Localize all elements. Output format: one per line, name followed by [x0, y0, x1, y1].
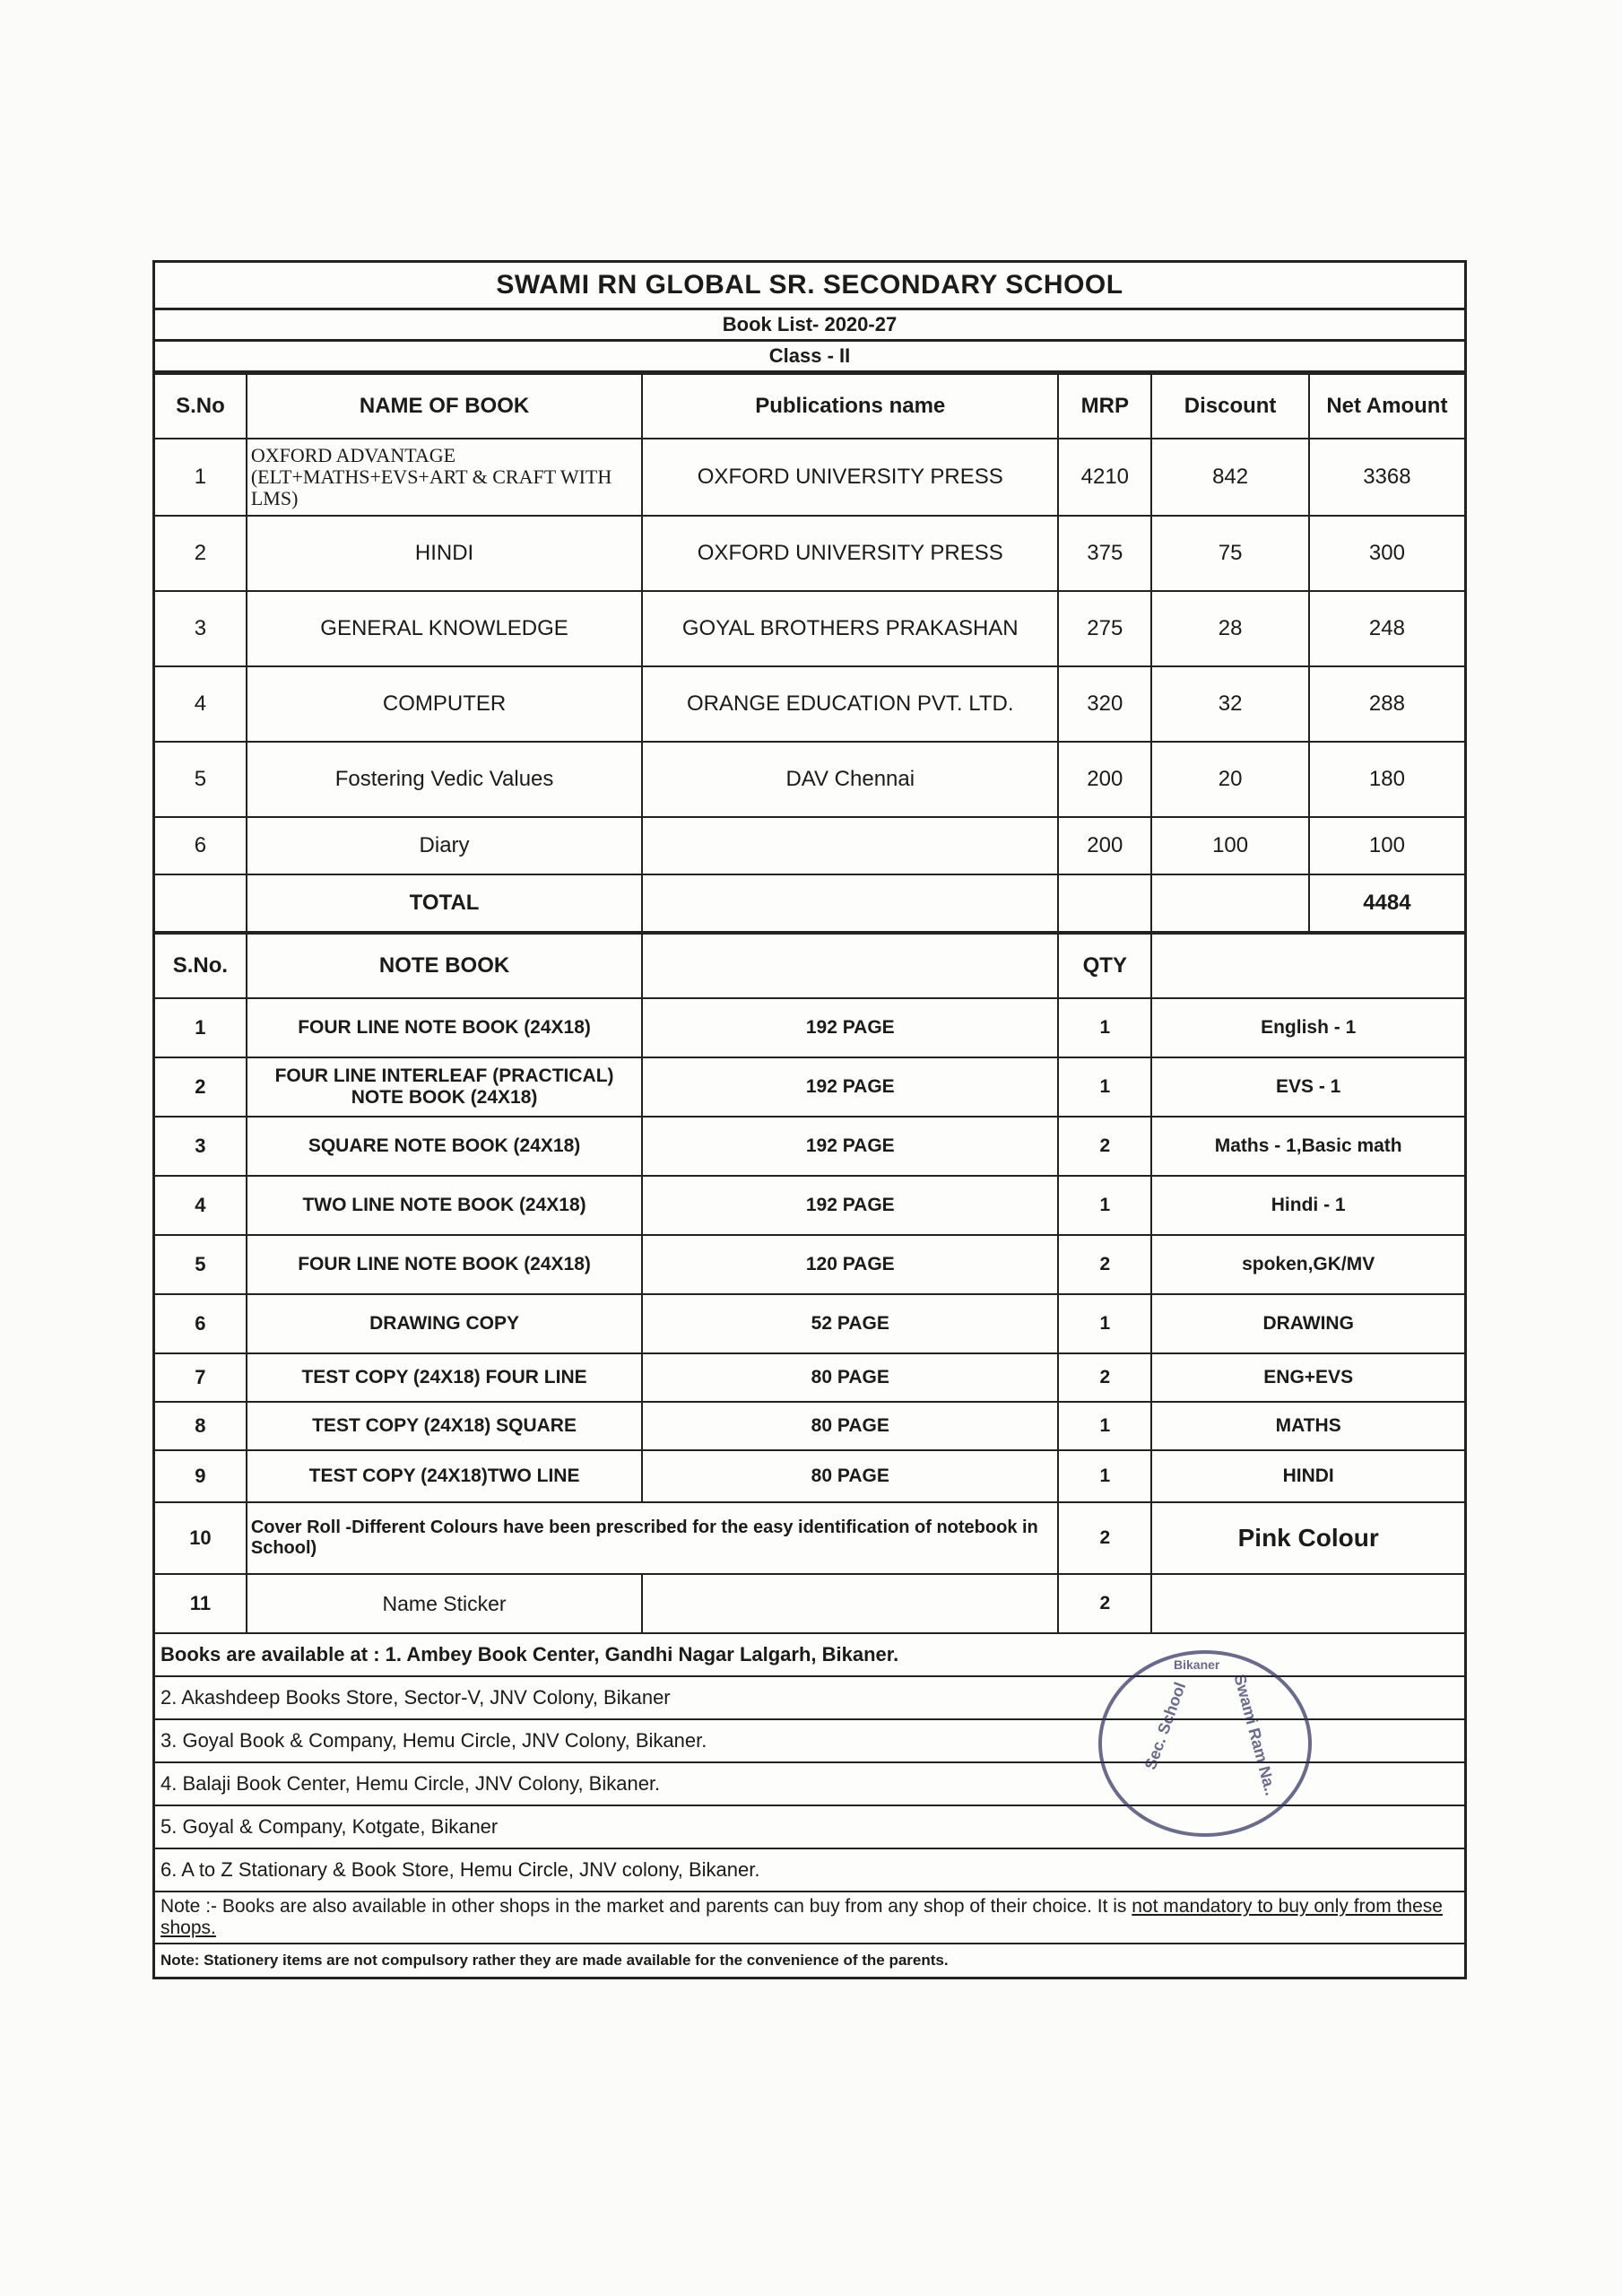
sno: 5 [155, 742, 247, 817]
sno: 6 [155, 817, 247, 874]
subject: ENG+EVS [1151, 1353, 1464, 1402]
stamp-text-left: Sec. School [1141, 1679, 1190, 1772]
sno: 8 [155, 1402, 247, 1450]
notebook-name: TWO LINE NOTE BOOK (24X18) [247, 1176, 642, 1235]
mrp: 200 [1058, 817, 1151, 874]
col-discount: Discount [1151, 374, 1308, 439]
pages: 192 PAGE [642, 1176, 1058, 1235]
qty: 2 [1058, 1235, 1151, 1294]
net-amount: 100 [1309, 817, 1464, 874]
table-row [155, 1235, 1464, 1294]
sno: 5 [155, 1235, 247, 1294]
discount: 28 [1151, 591, 1308, 666]
table-row [155, 817, 1464, 874]
subject: English - 1 [1151, 998, 1464, 1057]
book-name: HINDI [247, 516, 642, 591]
discount: 32 [1151, 666, 1308, 742]
sno: 2 [155, 1057, 247, 1117]
col-sno: S.No [155, 374, 247, 439]
subject: Hindi - 1 [1151, 1176, 1464, 1235]
col-sno: S.No. [155, 934, 247, 998]
subject: EVS - 1 [1151, 1057, 1464, 1117]
qty: 2 [1058, 1353, 1151, 1402]
publisher: ORANGE EDUCATION PVT. LTD. [642, 666, 1058, 742]
cover-colour: Pink Colour [1151, 1502, 1464, 1574]
note-text: Note :- Books are also available in other shops in the market and parents can buy from any shop of their choice. It is [160, 1896, 1132, 1917]
subject: spoken,GK/MV [1151, 1235, 1464, 1294]
book-name: COMPUTER [247, 666, 642, 742]
total-row [155, 874, 1464, 932]
pages: 120 PAGE [642, 1235, 1058, 1294]
table-row [155, 1176, 1464, 1235]
publisher: OXFORD UNIVERSITY PRESS [642, 516, 1058, 591]
pages: 80 PAGE [642, 1353, 1058, 1402]
pages: 192 PAGE [642, 1057, 1058, 1117]
sno: 1 [155, 998, 247, 1057]
pages: 192 PAGE [642, 998, 1058, 1057]
mrp: 4210 [1058, 439, 1151, 516]
pages: 80 PAGE [642, 1450, 1058, 1502]
sno: 2 [155, 516, 247, 591]
sticker-row [155, 1574, 1464, 1633]
col-pages [642, 934, 1058, 998]
qty: 1 [1058, 1450, 1151, 1502]
table-row [155, 1117, 1464, 1176]
qty: 1 [1058, 998, 1151, 1057]
net-amount: 248 [1309, 591, 1464, 666]
col-mrp: MRP [1058, 374, 1151, 439]
pages: 192 PAGE [642, 1117, 1058, 1176]
note-shops [155, 1892, 1464, 1944]
table-row [155, 1294, 1464, 1353]
class-label: Class - II [155, 342, 1464, 373]
table-row [155, 1402, 1464, 1450]
mrp: 375 [1058, 516, 1151, 591]
sno: 4 [155, 1176, 247, 1235]
publisher: OXFORD UNIVERSITY PRESS [642, 439, 1058, 516]
pages: 80 PAGE [642, 1402, 1058, 1450]
table-row [155, 1450, 1464, 1502]
notebook-name: DRAWING COPY [247, 1294, 642, 1353]
note-stationery: Note: Stationery items are not compulsory rather they are made available for the convenience of the parents. [160, 1952, 949, 1969]
total-value: 4484 [1309, 874, 1464, 932]
notebook-name: FOUR LINE INTERLEAF (PRACTICAL) NOTE BOOK (24X18) [247, 1057, 642, 1117]
col-publisher: Publications name [642, 374, 1058, 439]
sno: 4 [155, 666, 247, 742]
note-underlined: not mandatory to buy only from these shops. [160, 1896, 1443, 1938]
mrp: 200 [1058, 742, 1151, 817]
qty: 2 [1058, 1574, 1151, 1633]
notebook-name: TEST COPY (24X18) SQUARE [247, 1402, 642, 1450]
book-name: OXFORD ADVANTAGE (ELT+MATHS+EVS+ART & CRAFT WITH LMS) [247, 439, 642, 516]
sno: 1 [155, 439, 247, 516]
discount: 842 [1151, 439, 1308, 516]
shop-item: Books are available at : 1. Ambey Book Center, Gandhi Nagar Lalgarh, Bikaner. [155, 1634, 1464, 1677]
col-subject [1151, 934, 1464, 998]
mrp: 275 [1058, 591, 1151, 666]
sno: 11 [155, 1574, 247, 1633]
shop-item: 5. Goyal & Company, Kotgate, Bikaner [155, 1806, 1464, 1849]
discount: 75 [1151, 516, 1308, 591]
sticker-name: Name Sticker [247, 1574, 642, 1633]
stamp-text-right: Swami Ram Na.. [1230, 1672, 1280, 1798]
sno: 3 [155, 591, 247, 666]
publisher [642, 817, 1058, 874]
notebook-name: SQUARE NOTE BOOK (24X18) [247, 1117, 642, 1176]
sno: 3 [155, 1117, 247, 1176]
total-label: TOTAL [247, 874, 642, 932]
school-name: SWAMI RN GLOBAL SR. SECONDARY SCHOOL [155, 263, 1464, 310]
notebooks-header-row [155, 934, 1464, 998]
sno: 7 [155, 1353, 247, 1402]
shop-item: 6. A to Z Stationary & Book Store, Hemu Circle, JNV colony, Bikaner. [155, 1849, 1464, 1892]
table-row [155, 666, 1464, 742]
table-row [155, 998, 1464, 1057]
qty: 2 [1058, 1502, 1151, 1574]
table-row [155, 591, 1464, 666]
book-name: GENERAL KNOWLEDGE [247, 591, 642, 666]
qty: 1 [1058, 1176, 1151, 1235]
qty: 2 [1058, 1117, 1151, 1176]
shop-item: 4. Balaji Book Center, Hemu Circle, JNV Colony, Bikaner. [155, 1763, 1464, 1806]
publisher: GOYAL BROTHERS PRAKASHAN [642, 591, 1058, 666]
notebooks-table [155, 933, 1464, 1634]
sno: 9 [155, 1450, 247, 1502]
notebook-name: FOUR LINE NOTE BOOK (24X18) [247, 998, 642, 1057]
sno: 10 [155, 1502, 247, 1574]
mrp: 320 [1058, 666, 1151, 742]
table-row [155, 742, 1464, 817]
subject: Maths - 1,Basic math [1151, 1117, 1464, 1176]
books-table [155, 373, 1464, 933]
stamp-text-top: Bikaner [1174, 1657, 1220, 1672]
book-list-year: Book List- 2020-27 [155, 310, 1464, 342]
table-row [155, 516, 1464, 591]
qty: 1 [1058, 1402, 1151, 1450]
pages: 52 PAGE [642, 1294, 1058, 1353]
table-row [155, 439, 1464, 516]
cover-roll-text: Cover Roll -Different Colours have been prescribed for the easy identification of notebook in School) [247, 1502, 1058, 1574]
notebook-name: FOUR LINE NOTE BOOK (24X18) [247, 1235, 642, 1294]
publisher: DAV Chennai [642, 742, 1058, 817]
qty: 1 [1058, 1294, 1151, 1353]
table-row [155, 1057, 1464, 1117]
notebook-name: TEST COPY (24X18)TWO LINE [247, 1450, 642, 1502]
table-row [155, 1353, 1464, 1402]
col-name: NAME OF BOOK [247, 374, 642, 439]
books-header-row [155, 374, 1464, 439]
sno: 6 [155, 1294, 247, 1353]
discount: 100 [1151, 817, 1308, 874]
subject: DRAWING [1151, 1294, 1464, 1353]
shop-item: 2. Akashdeep Books Store, Sector-V, JNV Colony, Bikaner [155, 1677, 1464, 1720]
net-amount: 300 [1309, 516, 1464, 591]
book-name: Diary [247, 817, 642, 874]
school-stamp [1098, 1650, 1312, 1837]
subject: MATHS [1151, 1402, 1464, 1450]
col-notebook: NOTE BOOK [247, 934, 642, 998]
cover-roll-row [155, 1502, 1464, 1574]
net-amount: 180 [1309, 742, 1464, 817]
col-qty: QTY [1058, 934, 1151, 998]
net-amount: 3368 [1309, 439, 1464, 516]
col-net: Net Amount [1309, 374, 1464, 439]
notebook-name: TEST COPY (24X18) FOUR LINE [247, 1353, 642, 1402]
subject: HINDI [1151, 1450, 1464, 1502]
discount: 20 [1151, 742, 1308, 817]
shop-item: 3. Goyal Book & Company, Hemu Circle, JNV Colony, Bikaner. [155, 1720, 1464, 1763]
qty: 1 [1058, 1057, 1151, 1117]
book-name: Fostering Vedic Values [247, 742, 642, 817]
net-amount: 288 [1309, 666, 1464, 742]
